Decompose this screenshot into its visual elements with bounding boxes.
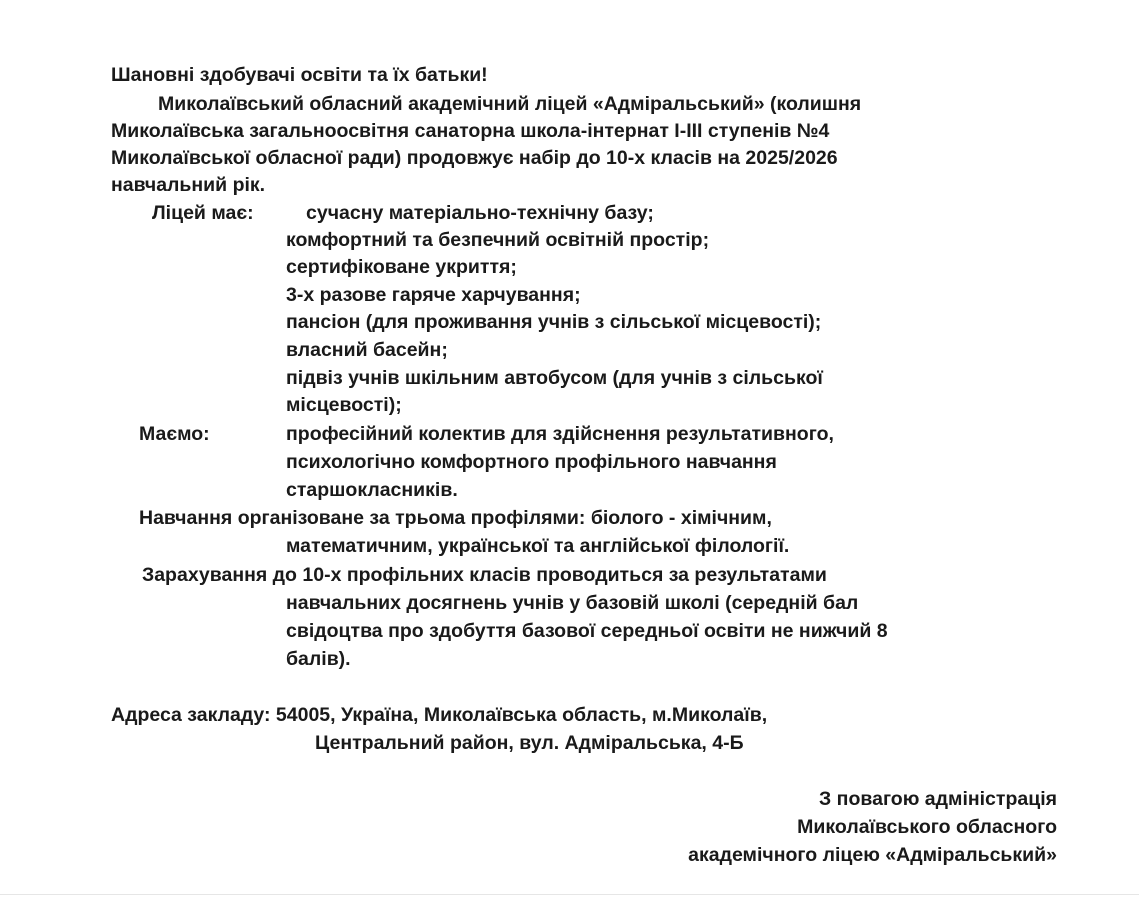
- feature-item: сертифіковане укриття;: [286, 256, 517, 278]
- feature-item: власний басейн;: [286, 339, 448, 361]
- profiles-line-1: Навчання організоване за трьома профілями: біолого - хімічним,: [139, 507, 772, 529]
- team-line: старшокласників.: [286, 479, 458, 501]
- feature-item: місцевості);: [286, 394, 402, 416]
- features-label: Ліцей має:: [152, 202, 254, 224]
- enrollment-line-4: балів).: [286, 648, 351, 670]
- team-line: професійний колектив для здійснення результативного,: [286, 423, 834, 445]
- intro-line-1: Миколаївський обласний академічний ліцей «Адміральський» (колишня: [158, 93, 862, 115]
- signature-line-3: академічного ліцею «Адміральський»: [688, 844, 1057, 866]
- team-line: психологічно комфортного профільного навчання: [286, 451, 777, 473]
- enrollment-line-2: навчальних досягнень учнів у базовій школі (середній бал: [286, 592, 859, 614]
- feature-item: підвіз учнів шкільним автобусом (для учнів з сільської: [286, 367, 823, 389]
- address-line-1: Адреса закладу: 54005, Україна, Миколаївська область, м.Миколаїв,: [111, 704, 768, 726]
- address-line-2: Центральний район, вул. Адміральська, 4-Б: [315, 732, 744, 754]
- feature-item: пансіон (для проживання учнів з сільської місцевості);: [286, 311, 822, 333]
- intro-line-3: Миколаївської обласної ради) продовжує набір до 10-х класів на 2025/2026: [111, 147, 838, 169]
- intro-line-4: навчальний рік.: [111, 174, 266, 196]
- page-divider: [0, 894, 1139, 895]
- greeting: Шановні здобувачі освіти та їх батьки!: [111, 64, 488, 86]
- signature-line-2: Миколаївського обласного: [797, 816, 1057, 838]
- team-label: Маємо:: [139, 423, 210, 445]
- intro-line-2: Миколаївська загальноосвітня санаторна школа-інтернат I-III ступенів №4: [111, 120, 830, 142]
- profiles-line-2: математичним, української та англійської філології.: [286, 535, 790, 557]
- feature-item: комфортний та безпечний освітній простір;: [286, 229, 710, 251]
- enrollment-line-3: свідоцтва про здобуття базової середньої освіти не нижчий 8: [286, 620, 888, 642]
- feature-item: 3-х разове гаряче харчування;: [286, 284, 581, 306]
- feature-item: сучасну матеріально-технічну базу;: [306, 202, 654, 224]
- enrollment-line-1: Зарахування до 10-х профільних класів проводиться за результатами: [142, 564, 827, 586]
- signature-line-1: З повагою адміністрація: [819, 788, 1057, 810]
